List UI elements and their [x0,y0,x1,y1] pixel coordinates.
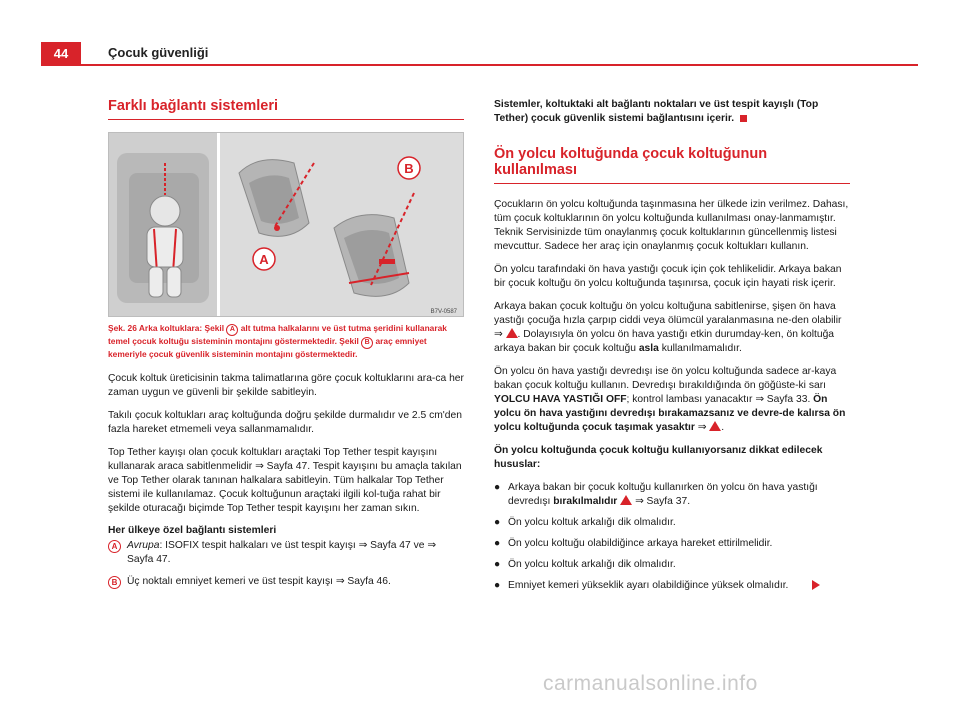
warning-icon [709,421,721,431]
list-item: ● Ön yolcu koltuk arkalığı dik olmalıdır. [494,559,676,570]
figure-code: B7V-0587 [430,309,457,315]
paragraph: Ön yolcu tarafındaki ön hava yastığı çocuk için çok tehlikelidir. Arkaya bakan bir çocuk koltuğu ön yolcu koltuğunda taşınırsa, çocuk için hayati risk içerir. [494,264,842,289]
bullet-icon: ● [494,482,501,493]
bullet-icon: ● [494,517,501,528]
legend-item-a [108,539,464,567]
legend-lead: Avrupa [127,540,160,551]
left-column [108,98,464,597]
section-title-attachment-systems: Farklı bağlantı sistemleri [108,98,464,120]
caption-part1: Şek. 26 Arka koltuklara: Şekil [108,323,227,333]
chapter-title: Çocuk güvenliği [108,45,209,60]
list-item: ● Ön yolcu koltuk arkalığı dik olmalıdır. [494,517,676,528]
paragraph: Ön yolcu ön hava yastığı devredışı ise ön yolcu koltuğunda sadece ar-kaya bakan çocuk koltuğu kullanın. Devredışı bırakıldığında ön göğüste-ki sarı YOLCU HAVA YASTIĞI OFF; kontrol lambası yanacaktır ⇒ Sayfa 33. Ön yolcu ön hava yastığını devredışı bırakamazsanız ve devre-de kalırsa ön yolcu koltuğunda çocuk taşımak yasaktır ⇒ . [494,366,846,433]
legend-key-b: B [108,576,121,589]
figure-label-a: A [259,252,269,267]
figure-caption [108,323,464,360]
bullet-icon: ● [494,580,501,591]
right-column [494,98,850,600]
continue-arrow-icon[interactable] [812,580,820,590]
list-item: ● Ön yolcu koltuğu olabildiğince arkaya hareket ettirilmelidir. [494,538,773,549]
legend-key-a: A [108,540,121,553]
warning-icon [506,328,518,338]
paragraph: Takılı çocuk koltukları araç koltuğunda doğru şekilde durmalıdır ve 2.5 cm'den fazla hareket etmemeli veya sallanmamalıdır. [108,410,462,435]
caption-ref-a: A [226,324,238,336]
legend-text: : ISOFIX tespit halkaları ve üst tespit kayışı ⇒ Sayfa 47 ve ⇒ Sayfa 47. [127,540,436,565]
child-seat-figure [108,132,464,317]
header-rule [41,64,918,66]
warning-icon [620,495,632,505]
figure-label-b: B [404,161,414,176]
paragraph: Çocuk koltuk üreticisinin takma talimatlarına göre çocuk koltuklarını ara-ca her zaman uygun ve güvenli bir şekilde sabitleyin. [108,373,464,398]
page-number: 44 [41,42,81,64]
caption-ref-b: B [361,337,373,349]
paragraph: Arkaya bakan çocuk koltuğu ön yolcu koltuğuna sabitlenirse, şişen ön hava yastığı çocuğa hızla çarpıp ciddi veya ölümcül yaralanmasına ne-den olabilir ⇒ . Dolayısıyla ön yolcu ön hava yastığı etkin durumday-ken, ön koltuğa arkaya bakan bir çocuk koltuğu asla kullanılmamalıdır. [494,301,842,354]
subheading-front-seat-notes: Ön yolcu koltuğunda çocuk koltuğu kullanıyorsanız dikkat edilecek hususlar: [494,445,823,470]
legend-text: Üç noktalı emniyet kemeri ve üst tespit kayışı ⇒ Sayfa 46. [127,576,391,587]
caption-part3: araç emniyet kemeriyle çocuk güvenlik sisteminin montajını göstermektedir. [108,336,427,359]
legend-item-b [108,575,464,589]
list-item: ● Emniyet kemeri yükseklik ayarı olabildiğince yüksek olmalıdır. [494,579,850,593]
paragraph: Çocukların ön yolcu koltuğunda taşınmasına her ülkede izin verilmez. Dahası, tüm çocuk koltuklarının ön yolcu koltuğunda kullanılması onay-lanmamıştır. Teknik Servisinizde tüm onaylanmış çocuk koltuklarının güncellenmiş listesi mevcuttur. Sadece her araç için onaylanmış çocuk koltukları kullanın. [494,199,849,252]
section-title-front-seat: Ön yolcu koltuğunda çocuk koltuğunun kullanılması [494,146,850,184]
subheading-country-systems: Her ülkeye özel bağlantı sistemleri [108,525,277,536]
list-item: ● Arkaya bakan bir çocuk koltuğu kullanırken ön yolcu ön hava yastığı devredışı bırakılmalıdır ⇒ Sayfa 37. [494,482,818,507]
intro-paragraph: Sistemler, koltuktaki alt bağlantı noktaları ve üst tespit kayışlı (Top Tether) çocuk güvenlik sistemi bağlantısını içerir. [494,99,819,124]
bullet-icon: ● [494,559,501,570]
paragraph: Top Tether kayışı olan çocuk koltukları araçtaki Top Tether tespit kayışını kullanarak araca sabitlenmelidir ⇒ Sayfa 47. Tespit kayışını bu amaçla takılan ve Top Tether olarak tanınan halkalara sabitleyin. Tüm halkalar Top Tether sistemi ile kullanılamaz. Çocuk koltuğunun araçtaki ilgili kol-tuğa rahat bir şekilde oturacağı biçimde Top Tether tespit kayışını her zaman sıkın. [108,447,462,514]
caption-part2: alt tutma halkalarını ve üst tutma şeridini kullanarak temel çocuk koltuğu sisteminin montajını göstermektedir. Şekil [108,323,447,346]
watermark: carmanualsonline.info [543,672,758,695]
end-marker-icon [740,115,747,122]
child-seat-illustration [109,133,464,317]
bullet-icon: ● [494,538,501,549]
